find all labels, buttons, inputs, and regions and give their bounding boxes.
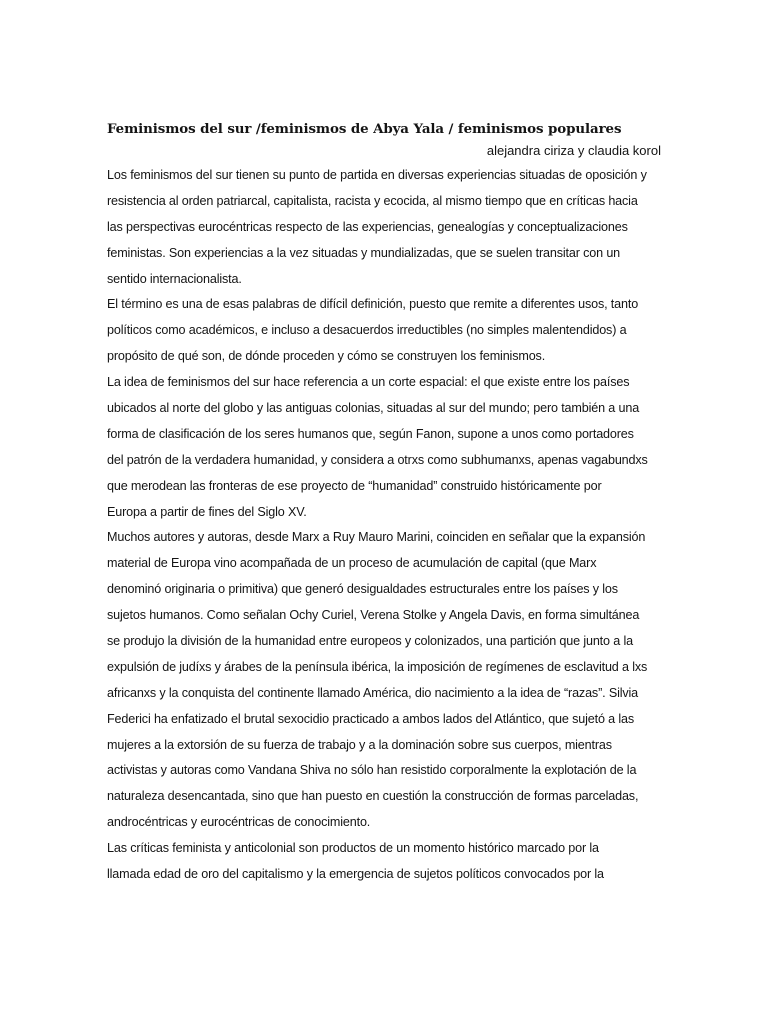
- document-body: [107, 163, 667, 888]
- text-line: androcéntricas y eurocéntricas de conocimiento.: [107, 815, 371, 830]
- text-line: sentido internacionalista.: [107, 271, 242, 286]
- text-line: sujetos humanos. Como señalan Ochy Curiel, Verena Stolke y Angela Davis, en forma simultánea: [107, 608, 640, 623]
- text-line: africanxs y la conquista del continente llamado América, dio nacimiento a la idea de “razas”. Silvia: [107, 685, 639, 700]
- text-line: activistas y autoras como Vandana Shiva no sólo han resistido corporalmente la explotación de la: [107, 763, 637, 778]
- text-line: políticos como académicos, e incluso a desacuerdos irreductibles (no simples malentendidos) a: [107, 323, 627, 338]
- text-line: resistencia al orden patriarcal, capitalista, racista y ecocida, al mismo tiempo que en críticas hacia: [107, 193, 638, 208]
- text-line: naturaleza desencantada, sino que han puesto en cuestión la construcción de formas parceladas,: [107, 789, 639, 804]
- text-line: El término es una de esas palabras de difícil definición, puesto que remite a diferentes usos, tanto: [107, 297, 639, 312]
- text-line: del patrón de la verdadera humanidad, y considera a otrxs como subhumanxs, apenas vagabundxs: [107, 452, 648, 467]
- text-line: La idea de feminismos del sur hace referencia a un corte espacial: el que existe entre los países: [107, 375, 630, 390]
- text-line: llamada edad de oro del capitalismo y la emergencia de sujetos políticos convocados por la: [107, 867, 604, 882]
- text-line: denominó originaria o primitiva) que generó desigualdades estructurales entre los países y los: [107, 582, 618, 597]
- text-line: feministas. Son experiencias a la vez situadas y mundializadas, que se suelen transitar con un: [107, 245, 621, 260]
- text-line: Los feminismos del sur tienen su punto de partida en diversas experiencias situadas de oposición y: [107, 168, 647, 182]
- text-line: que merodean las fronteras de ese proyecto de “humanidad” construido históricamente por: [107, 478, 602, 493]
- text-line: Las críticas feminista y anticolonial son productos de un momento histórico marcado por la: [107, 841, 599, 856]
- text-line: ubicados al norte del globo y las antiguas colonias, situadas al sur del mundo; pero también a una: [107, 401, 640, 416]
- text-line: las perspectivas eurocéntricas respecto de las experiencias, genealogías y conceptualizaciones: [107, 219, 628, 234]
- text-line: se produjo la división de la humanidad entre europeos y colonizados, una partición que junto a la: [107, 634, 633, 649]
- text-line: Europa a partir de fines del Siglo XV.: [107, 504, 307, 519]
- document-title: Feminismos del sur /feminismos de Abya Yala / feminismos populares: [107, 121, 622, 137]
- document-authors: alejandra ciriza y claudia korol: [486, 143, 661, 158]
- text-line: propósito de qué son, de dónde proceden y cómo se construyen los feminismos.: [107, 349, 546, 364]
- text-line: expulsión de judíxs y árabes de la península ibérica, la imposición de regímenes de esclavitud a lxs: [107, 659, 648, 674]
- text-line: Federici ha enfatizado el brutal sexocidio practicado a ambos lados del Atlántico, que sujetó a las: [107, 711, 635, 726]
- text-line: forma de clasificación de los seres humanos que, según Fanon, supone a unos como portadores: [107, 426, 634, 441]
- text-line: material de Europa vino acompañada de un proceso de acumulación de capital (que Marx: [107, 556, 597, 571]
- text-line: mujeres a la extorsión de su fuerza de trabajo y a la dominación sobre sus cuerpos, mientras: [107, 737, 612, 752]
- text-line: Muchos autores y autoras, desde Marx a Ruy Mauro Marini, coinciden en señalar que la expansión: [107, 530, 646, 545]
